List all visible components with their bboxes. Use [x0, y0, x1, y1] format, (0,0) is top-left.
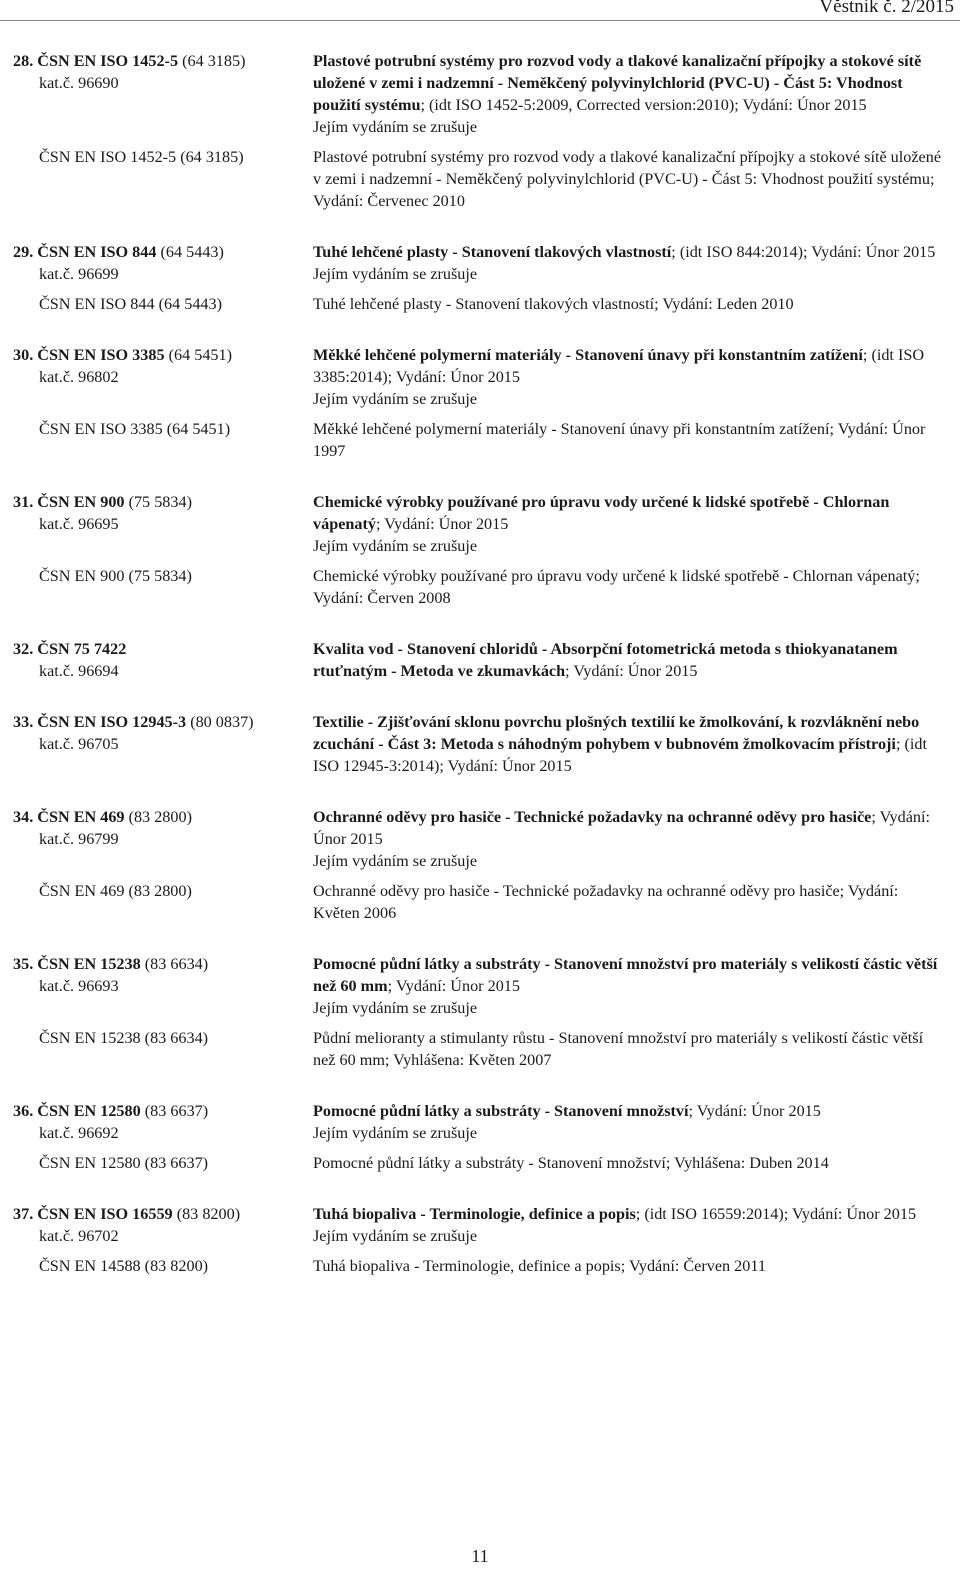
standard-designation: ČSN EN 15238 — [37, 955, 141, 973]
cancelled-standard-row — [13, 1027, 943, 1071]
cancels-note: Jejím vydáním se zrušuje — [313, 852, 478, 870]
standard-identifiers — [13, 953, 313, 1019]
new-standard-row — [13, 344, 943, 410]
cancels-note: Jejím vydáním se zrušuje — [313, 537, 478, 555]
standard-title: Plastové potrubní systémy pro rozvod vody a tlakové kanalizační přípojky a stokové sítě uložené v zemi i nadzemní - Neměkčený polyvinylchlorid (PVC-U) - Část 5: Vhodnost použití systému — [313, 52, 922, 114]
catalogue-number: kat.č. 96693 — [39, 977, 119, 995]
cancelled-standard-row — [13, 1255, 943, 1277]
standard-identifiers — [13, 1100, 313, 1144]
catalogue-number: kat.č. 96690 — [39, 74, 119, 92]
cancels-note: Jejím vydáním se zrušuje — [313, 118, 478, 136]
standard-description — [313, 638, 943, 682]
standard-entry — [13, 50, 943, 212]
cancelled-standard-designation — [13, 1255, 313, 1277]
standard-heading-line — [13, 491, 313, 513]
standard-designation: ČSN EN 469 — [37, 808, 125, 826]
standard-entry — [13, 806, 943, 924]
standard-title-line — [313, 638, 943, 682]
standard-heading-line — [13, 241, 313, 263]
catalogue-number: kat.č. 96799 — [39, 830, 119, 848]
standard-description — [313, 344, 943, 410]
standard-designation: ČSN EN 900 — [37, 493, 125, 511]
catalogue-number: kat.č. 96705 — [39, 735, 119, 753]
standard-issue: ; (idt ISO 1452-5:2009, Corrected version:2010); Vydání: Únor 2015 — [420, 96, 867, 114]
cancels-note: Jejím vydáním se zrušuje — [313, 1227, 478, 1245]
standard-designation: ČSN EN ISO 3385 — [37, 346, 165, 364]
cancelled-standard-designation — [13, 418, 313, 462]
standard-issue: ; Vydání: Únor 2015 — [565, 662, 698, 680]
new-standard-row — [13, 806, 943, 872]
cancelled-standard-title: Půdní melioranty a stimulanty růstu - Stanovení množství pro materiály s velikostí částic větší než 60 mm; Vyhlášena: Květen 2007 — [313, 1029, 924, 1069]
cancelled-standard-designation — [13, 146, 313, 212]
cancelled-norm: ČSN EN ISO 3385 (64 5451) — [39, 420, 231, 438]
new-standard-row — [13, 638, 943, 682]
cancelled-standard-row — [13, 880, 943, 924]
standard-heading-line — [13, 1203, 313, 1225]
standard-title: Měkké lehčené polymerní materiály - Stanovení únavy při konstantním zatížení — [313, 346, 863, 364]
entry-number: 31. — [13, 493, 34, 511]
standard-identifiers — [13, 711, 313, 777]
catalogue-number: kat.č. 96695 — [39, 515, 119, 533]
standard-issue: ; (idt ISO 844:2014); Vydání: Únor 2015 — [671, 243, 936, 261]
classification-code: (64 5451) — [168, 346, 232, 364]
entry-number: 30. — [13, 346, 34, 364]
entry-number: 36. — [13, 1102, 34, 1120]
standard-identifiers — [13, 241, 313, 285]
page-number: 11 — [471, 1546, 489, 1566]
standard-heading-line — [13, 638, 313, 660]
standard-issue: ; Vydání: Únor 2015 — [688, 1102, 821, 1120]
catalogue-number: kat.č. 96802 — [39, 368, 119, 386]
entry-number: 35. — [13, 955, 34, 973]
cancelled-norm: ČSN EN 900 (75 5834) — [39, 567, 192, 585]
entry-number: 34. — [13, 808, 34, 826]
standard-description — [313, 1100, 943, 1144]
entry-number: 32. — [13, 640, 34, 658]
standard-designation: ČSN 75 7422 — [37, 640, 127, 658]
standard-title: Kvalita vod - Stanovení chloridů - Absorpční fotometrická metoda s thiokyanatanem rtuťnatým - Metoda ve zkumavkách — [313, 640, 898, 680]
cancelled-norm: ČSN EN ISO 844 (64 5443) — [39, 295, 223, 313]
entry-number: 29. — [13, 243, 34, 261]
catalogue-number: kat.č. 96692 — [39, 1124, 119, 1142]
standard-issue: ; Vydání: Únor 2015 — [387, 977, 520, 995]
standard-entry — [13, 241, 943, 315]
cancels-note: Jejím vydáním se zrušuje — [313, 390, 478, 408]
classification-code: (83 6637) — [144, 1102, 209, 1120]
catalogue-number: kat.č. 96699 — [39, 265, 119, 283]
cancels-note: Jejím vydáním se zrušuje — [313, 1124, 478, 1142]
standard-description — [313, 50, 943, 138]
standard-heading-line — [13, 953, 313, 975]
cancelled-standard-row — [13, 293, 943, 315]
standard-identifiers — [13, 344, 313, 410]
cancelled-norm: ČSN EN 12580 (83 6637) — [39, 1154, 209, 1172]
standard-entry — [13, 711, 943, 777]
standard-entry — [13, 953, 943, 1071]
cancelled-standard-title: Chemické výrobky používané pro úpravu vody určené k lidské spotřebě - Chlornan vápenatý; Vydání: Červen 2008 — [313, 567, 920, 607]
standard-title: Ochranné oděvy pro hasiče - Technické požadavky na ochranné oděvy pro hasiče — [313, 808, 872, 826]
cancelled-standard-row — [13, 1152, 943, 1174]
cancelled-norm: ČSN EN ISO 1452-5 (64 3185) — [39, 148, 244, 166]
standard-title: Textilie - Zjišťování sklonu povrchu plošných textilií ke žmolkování, k rozvláknění nebo zcuchání - Část 3: Metoda s náhodným pohybem v bubnovém žmolkovacím přístroji — [313, 713, 920, 753]
standard-identifiers — [13, 50, 313, 138]
standard-title-line — [313, 711, 943, 777]
standard-entry — [13, 1203, 943, 1277]
standard-description — [313, 241, 943, 285]
standard-designation: ČSN EN ISO 16559 — [37, 1205, 173, 1223]
cancelled-standard-designation — [13, 880, 313, 924]
entry-number: 37. — [13, 1205, 34, 1223]
cancelled-standard-row — [13, 565, 943, 609]
standard-description — [313, 1203, 943, 1247]
page-header: Věstník č. 2/2015 — [819, 0, 954, 17]
standard-identifiers — [13, 491, 313, 557]
cancelled-norm: ČSN EN 14588 (83 8200) — [39, 1257, 209, 1275]
cancelled-standard-row — [13, 418, 943, 462]
new-standard-row — [13, 1100, 943, 1144]
standard-title: Tuhé lehčené plasty - Stanovení tlakových vlastností — [313, 243, 672, 261]
standard-title-line — [313, 953, 943, 997]
cancelled-standard-designation — [13, 565, 313, 609]
cancelled-standard-title: Pomocné půdní látky a substráty - Stanovení množství; Vyhlášena: Duben 2014 — [313, 1154, 829, 1172]
cancelled-standard-title: Měkké lehčené polymerní materiály - Stanovení únavy při konstantním zatížení; Vydání: Únor 1997 — [313, 420, 926, 460]
standard-title-line — [313, 1203, 943, 1225]
standard-description — [313, 711, 943, 777]
new-standard-row — [13, 241, 943, 285]
standard-issue: ; (idt ISO 12945-3:2014); Vydání: Únor 2015 — [313, 735, 927, 775]
standard-entry — [13, 638, 943, 682]
cancelled-standard-title: Ochranné oděvy pro hasiče - Technické požadavky na ochranné oděvy pro hasiče; Vydání: Květen 2006 — [313, 882, 899, 922]
new-standard-row — [13, 1203, 943, 1247]
standard-identifiers — [13, 638, 313, 682]
catalogue-number: kat.č. 96702 — [39, 1227, 119, 1245]
standards-list — [13, 50, 943, 1306]
classification-code: (75 5834) — [128, 493, 192, 511]
standard-title: Chemické výrobky používané pro úpravu vody určené k lidské spotřebě - Chlornan vápenatý — [313, 493, 890, 533]
cancelled-standard-designation — [13, 293, 313, 315]
entry-number: 33. — [13, 713, 34, 731]
standard-description — [313, 953, 943, 1019]
classification-code: (64 5443) — [160, 243, 224, 261]
standard-issue: ; (idt ISO 16559:2014); Vydání: Únor 2015 — [635, 1205, 917, 1223]
standard-designation: ČSN EN ISO 844 — [37, 243, 157, 261]
header-rule — [0, 20, 960, 21]
standard-title: Pomocné půdní látky a substráty - Stanovení množství — [313, 1102, 689, 1120]
cancels-note: Jejím vydáním se zrušuje — [313, 265, 478, 283]
standard-issue: ; (idt ISO 3385:2014); Vydání: Únor 2015 — [313, 346, 925, 386]
classification-code: (83 8200) — [176, 1205, 241, 1223]
new-standard-row — [13, 953, 943, 1019]
catalogue-number: kat.č. 96694 — [39, 662, 119, 680]
standard-title-line — [313, 50, 943, 116]
standard-heading-line — [13, 806, 313, 828]
standard-entry — [13, 1100, 943, 1174]
classification-code: (83 2800) — [128, 808, 192, 826]
standard-heading-line — [13, 50, 313, 72]
standard-heading-line — [13, 344, 313, 366]
standard-issue: ; Vydání: Únor 2015 — [375, 515, 509, 533]
standard-issue: ; Vydání: Únor 2015 — [313, 808, 930, 848]
standard-designation: ČSN EN ISO 12945-3 — [37, 713, 187, 731]
standard-heading-line — [13, 711, 313, 733]
standard-entry — [13, 491, 943, 609]
cancelled-standard-title: Tuhé lehčené plasty - Stanovení tlakových vlastností; Vydání: Leden 2010 — [313, 295, 794, 313]
standard-heading-line — [13, 1100, 313, 1122]
cancelled-standard-designation — [13, 1027, 313, 1071]
cancelled-standard-designation — [13, 1152, 313, 1174]
cancelled-standard-title: Tuhá biopaliva - Terminologie, definice a popis; Vydání: Červen 2011 — [313, 1257, 766, 1275]
cancels-note: Jejím vydáním se zrušuje — [313, 999, 478, 1017]
standard-entry — [13, 344, 943, 462]
standard-title-line — [313, 1100, 943, 1122]
cancelled-norm: ČSN EN 15238 (83 6634) — [39, 1029, 209, 1047]
cancelled-standard-title: Plastové potrubní systémy pro rozvod vody a tlakové kanalizační přípojky a stokové sítě uložené v zemi i nadzemní - Neměkčený polyvinylchlorid (PVC-U) - Část 5: Vhodnost použití systému; Vydání: Červenec 2010 — [313, 148, 942, 210]
standard-title: Tuhá biopaliva - Terminologie, definice a popis — [313, 1205, 636, 1223]
standard-title-line — [313, 491, 943, 535]
entry-number: 28. — [13, 52, 34, 70]
standard-title-line — [313, 241, 943, 263]
classification-code: (83 6634) — [144, 955, 209, 973]
standard-designation: ČSN EN ISO 1452-5 — [37, 52, 179, 70]
new-standard-row — [13, 711, 943, 777]
standard-title: Pomocné půdní látky a substráty - Stanovení množství pro materiály s velikostí částic větší než 60 mm — [313, 955, 938, 995]
new-standard-row — [13, 50, 943, 138]
standard-identifiers — [13, 1203, 313, 1247]
classification-code: (80 0837) — [190, 713, 254, 731]
standard-title-line — [313, 806, 943, 850]
standard-description — [313, 806, 943, 872]
standard-title-line — [313, 344, 943, 388]
new-standard-row — [13, 491, 943, 557]
cancelled-standard-row — [13, 146, 943, 212]
cancelled-norm: ČSN EN 469 (83 2800) — [39, 882, 192, 900]
standard-description — [313, 491, 943, 557]
standard-identifiers — [13, 806, 313, 872]
standard-designation: ČSN EN 12580 — [37, 1102, 141, 1120]
classification-code: (64 3185) — [182, 52, 246, 70]
